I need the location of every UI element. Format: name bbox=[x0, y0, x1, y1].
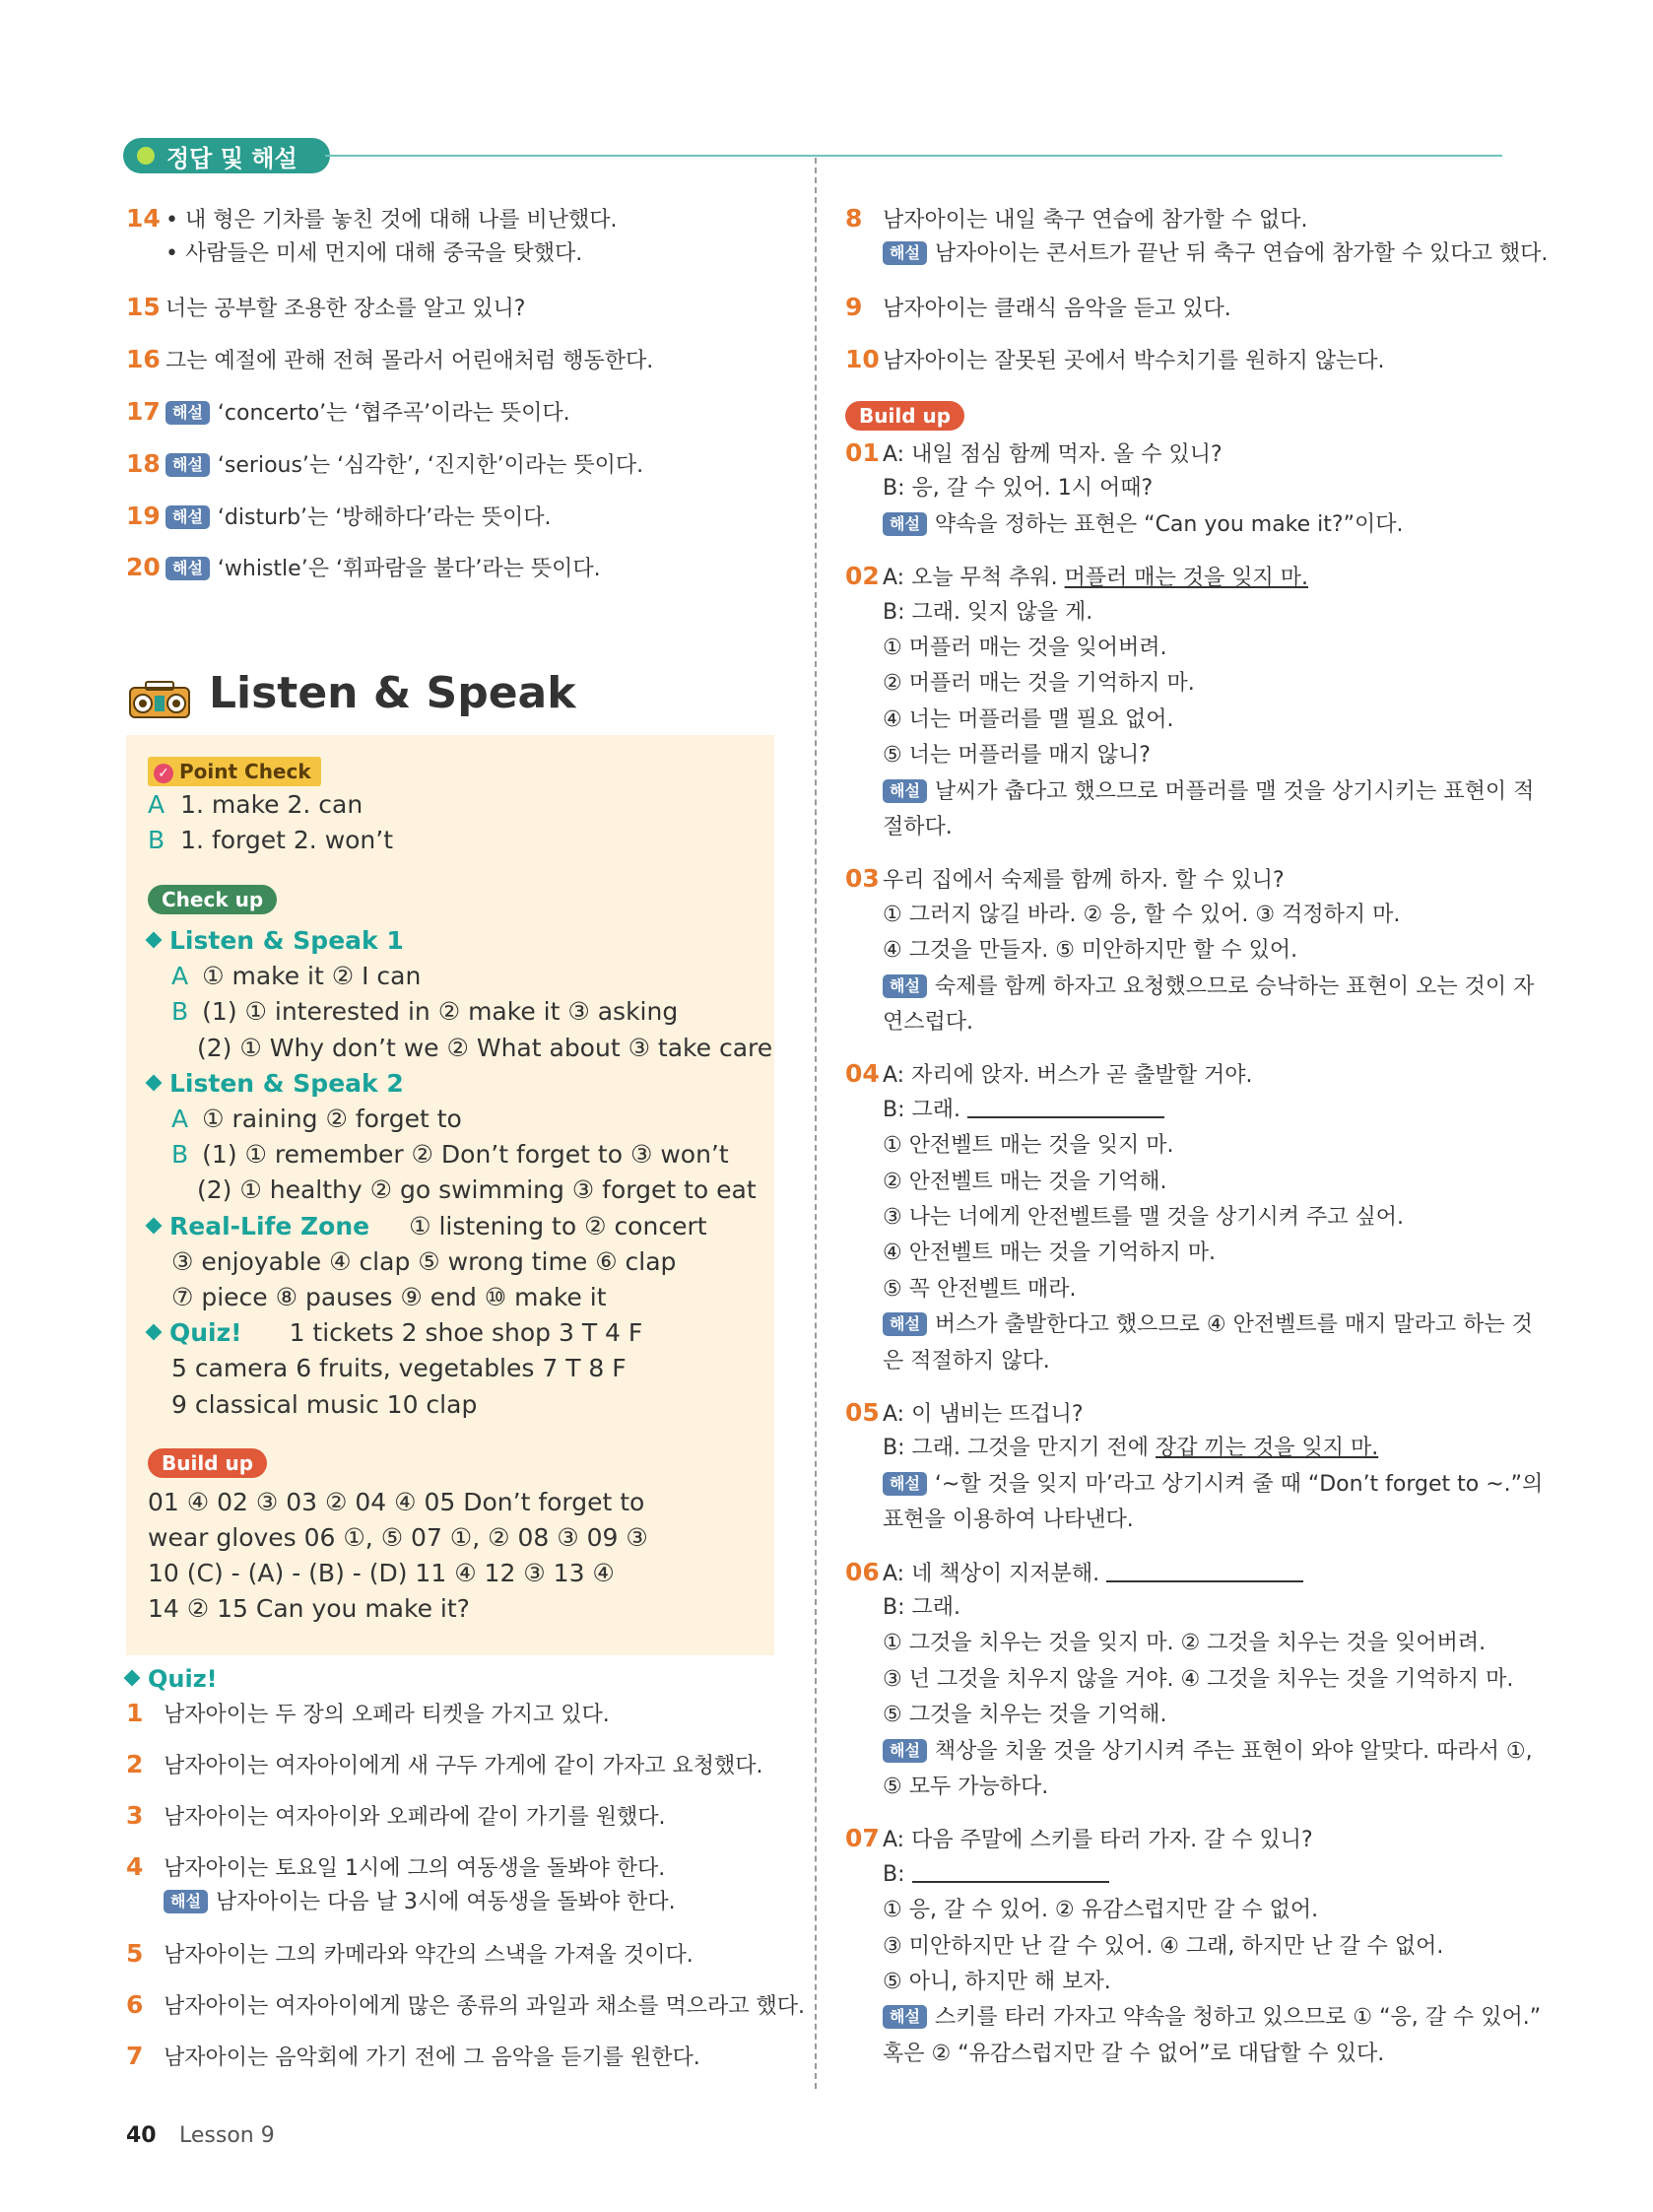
item-text: 남자아이는 여자아이에게 새 구두 가게에 같이 가자고 요청했다. bbox=[164, 1754, 763, 1778]
text-run: 혹은 ② “유감스럽지만 갈 수 없어”로 대답할 수 있다. bbox=[883, 2041, 1385, 2066]
item-text: ‘whistle’은 ‘휘파람을 불다’라는 뜻이다. bbox=[217, 557, 601, 581]
explanation-tag: 해설 bbox=[883, 1739, 927, 1763]
quiz-item bbox=[126, 1699, 610, 1730]
explanation-tag: 해설 bbox=[165, 557, 210, 580]
answer-blank bbox=[1106, 1580, 1303, 1582]
item-number: 15 bbox=[126, 293, 161, 321]
item-number: 03 bbox=[845, 864, 880, 894]
explanation-tag: 해설 bbox=[883, 2005, 927, 2029]
build-up-line bbox=[845, 562, 1308, 593]
check-up-row bbox=[148, 924, 404, 958]
quiz-item bbox=[845, 293, 1231, 324]
row-text: (1) ① interested in ② make it ③ asking bbox=[202, 997, 679, 1027]
row-text: (2) ① healthy ② go swimming ③ forget to eat bbox=[197, 1175, 757, 1205]
text-run: ② 머플러 매는 것을 기억하지 마. bbox=[883, 671, 1195, 697]
lesson-label: Lesson 9 bbox=[179, 2123, 275, 2148]
vocab-item bbox=[126, 204, 617, 235]
item-text: 남자아이는 클래식 음악을 듣고 있다. bbox=[883, 297, 1231, 321]
quiz-item bbox=[126, 1888, 676, 1917]
text-run: B: 그래. 그것을 만지기 전에 bbox=[883, 1436, 1156, 1461]
build-up-line bbox=[845, 1347, 1050, 1376]
item-number: 1 bbox=[126, 1699, 144, 1727]
answer-blank bbox=[967, 1116, 1164, 1118]
item-text: 남자아이는 잘못된 곳에서 박수치기를 원하지 않는다. bbox=[883, 349, 1385, 373]
item-number: 9 bbox=[845, 293, 863, 321]
text-run: 약속을 정하는 표현은 “Can you make it?”이다. bbox=[934, 511, 1404, 537]
item-number: 16 bbox=[126, 345, 161, 373]
vocab-item bbox=[126, 345, 653, 376]
section-heading: Real-Life Zone bbox=[169, 1211, 370, 1240]
item-text: ‘concerto’는 ‘협주곡’이라는 뜻이다. bbox=[217, 401, 570, 426]
build-up-line bbox=[845, 474, 1153, 503]
text-run: ⑤ 너는 머플러를 매지 않니? bbox=[883, 743, 1151, 769]
row-letter: A bbox=[171, 1105, 189, 1133]
build-up-line bbox=[845, 1932, 1443, 1962]
text-run: A: 내일 점심 함께 먹자. 올 수 있니? bbox=[883, 442, 1223, 467]
row-text: 1. make 2. can bbox=[180, 790, 364, 819]
text-run: 표현을 이용하여 나타낸다. bbox=[883, 1508, 1134, 1533]
section-heading: Quiz! bbox=[169, 1318, 242, 1348]
build-up-line bbox=[845, 1701, 1166, 1730]
quiz-item bbox=[845, 204, 1308, 235]
text-run: 우리 집에서 숙제를 함께 하자. 할 수 있니? bbox=[883, 868, 1285, 894]
row-letter: B bbox=[171, 1140, 189, 1170]
text-run: B: 응, 갈 수 있어. 1시 어때? bbox=[883, 476, 1154, 502]
explanation-tag: 해설 bbox=[165, 453, 210, 477]
row-letter: A bbox=[171, 962, 189, 991]
item-number: 2 bbox=[126, 1750, 144, 1778]
column-divider bbox=[815, 158, 817, 2089]
item-number: 05 bbox=[845, 1398, 880, 1427]
underlined-text: 장갑 끼는 것을 잊지 마. bbox=[1156, 1436, 1379, 1461]
item-number: 04 bbox=[845, 1059, 880, 1089]
item-number: 6 bbox=[126, 1990, 144, 2019]
build-up-line bbox=[845, 777, 1534, 807]
build-up-line bbox=[845, 598, 1092, 628]
row-letter: B bbox=[171, 997, 189, 1027]
text-run: 날씨가 춥다고 했으므로 머플러를 맬 것을 상기시키는 표현이 적 bbox=[934, 778, 1535, 804]
check-up-row bbox=[171, 1245, 676, 1279]
explanation-tag: 해설 bbox=[165, 505, 210, 529]
vocab-item bbox=[126, 502, 552, 533]
text-run: 책상을 치울 것을 상기시켜 주는 표현이 와야 알맞다. 따라서 ①, bbox=[934, 1738, 1533, 1764]
explanation-tag: 해설 bbox=[164, 1890, 208, 1913]
build-up-line bbox=[845, 741, 1151, 771]
answer-blank bbox=[912, 1881, 1109, 1883]
row-text: ⑦ piece ⑧ pauses ⑨ end ⑩ make it bbox=[171, 1283, 607, 1311]
text-run: ① 응, 갈 수 있어. ② 유감스럽지만 갈 수 없어. bbox=[883, 1898, 1319, 1923]
text-run: ③ 넌 그것을 치우지 않을 거야. ④ 그것을 치우는 것을 기억하지 마. bbox=[883, 1666, 1514, 1692]
row-text: (2) ① Why don’t we ② What about ③ take care bbox=[197, 1033, 773, 1062]
build-up-line bbox=[845, 1310, 1533, 1340]
build-up-line bbox=[845, 705, 1173, 735]
text-run: ① 그것을 치우는 것을 잊지 마. ② 그것을 치우는 것을 잊어버려. bbox=[883, 1631, 1487, 1656]
item-text: ‘serious’는 ‘심각한’, ‘진지한’이라는 뜻이다. bbox=[217, 453, 644, 478]
item-text: 남자아이는 그의 카메라와 약간의 스낵을 가져올 것이다. bbox=[164, 1943, 694, 1968]
item-text: 그는 예절에 관해 전혀 몰라서 어린애처럼 행동한다. bbox=[165, 349, 654, 373]
text-run: A: 오늘 무척 추워. bbox=[883, 566, 1065, 591]
row-text: ① raining ② forget to bbox=[202, 1105, 462, 1133]
point-check-badge bbox=[148, 757, 321, 786]
build-up-row: 10 (C) - (A) - (B) - (D) 11 ④ 12 ③ 13 ④ bbox=[148, 1559, 615, 1587]
text-run: ④ 안전벨트 매는 것을 기억하지 마. bbox=[883, 1240, 1216, 1266]
row-text: 1. forget 2. won’t bbox=[180, 826, 394, 854]
text-run: ④ 그것을 만들자. ⑤ 미안하지만 할 수 있어. bbox=[883, 938, 1298, 964]
item-text: 남자아이는 콘서트가 끝난 뒤 축구 연습에 참가할 수 있다고 했다. bbox=[934, 241, 1549, 266]
item-text: 남자아이는 여자아이와 오페라에 같이 가기를 원했다. bbox=[164, 1805, 666, 1830]
explanation-tag: 해설 bbox=[883, 1312, 927, 1336]
explanation-tag: 해설 bbox=[883, 512, 927, 536]
build-up-line bbox=[845, 1059, 1253, 1091]
item-text: 남자아이는 내일 축구 연습에 참가할 수 없다. bbox=[883, 208, 1308, 233]
item-number: 5 bbox=[126, 1939, 144, 1968]
build-up-line bbox=[845, 1203, 1404, 1233]
header-rule bbox=[325, 155, 1502, 157]
row-text: ① make it ② I can bbox=[202, 962, 422, 991]
vocab-item bbox=[126, 293, 525, 324]
text-run: A: 다음 주말에 스키를 타러 가자. 갈 수 있니? bbox=[883, 1828, 1313, 1853]
build-up-line bbox=[845, 1096, 1164, 1125]
row-text: 1 tickets 2 shoe shop 3 T 4 F bbox=[289, 1318, 643, 1348]
underlined-text: 머플러 매는 것을 잊지 마. bbox=[1064, 566, 1309, 591]
quiz-item bbox=[126, 1801, 666, 1833]
item-number: 02 bbox=[845, 562, 880, 591]
diamond-bullet-icon bbox=[124, 1670, 141, 1687]
quiz-item bbox=[126, 2042, 700, 2073]
point-check-label: Point Check bbox=[179, 760, 311, 783]
build-up-line bbox=[845, 1593, 960, 1623]
build-up-line bbox=[845, 1773, 1048, 1802]
build-up-row: wear gloves 06 ①, ⑤ 07 ①, ② 08 ③ 09 ③ bbox=[148, 1523, 648, 1552]
build-up-line bbox=[845, 1131, 1173, 1161]
diamond-bullet-icon bbox=[146, 1324, 163, 1341]
text-run: B: 그래. bbox=[883, 1595, 960, 1620]
build-up-line bbox=[845, 510, 1403, 540]
row-letter: B bbox=[148, 826, 165, 854]
item-text: 남자아이는 두 장의 오페라 티켓을 가지고 있다. bbox=[164, 1703, 610, 1727]
item-text: ‘disturb’는 ‘방해하다’라는 뜻이다. bbox=[217, 505, 552, 530]
check-up-row bbox=[171, 995, 678, 1029]
item-number: 17 bbox=[126, 397, 161, 426]
build-up-line bbox=[845, 438, 1223, 470]
explanation-tag: 해설 bbox=[883, 974, 927, 998]
row-text: ① listening to ② concert bbox=[409, 1211, 707, 1240]
build-up-line bbox=[845, 1275, 1076, 1305]
explanation-tag: 해설 bbox=[883, 779, 927, 803]
check-up-row bbox=[171, 1138, 729, 1172]
listen-speak-title: Listen & Speak bbox=[209, 668, 576, 718]
check-up-row bbox=[197, 1032, 772, 1065]
item-number: 4 bbox=[126, 1852, 144, 1881]
build-up-line bbox=[845, 1470, 1543, 1500]
build-up-line bbox=[845, 1896, 1318, 1925]
check-up-row bbox=[171, 1352, 627, 1385]
check-up-row bbox=[148, 1316, 642, 1350]
quiz-item bbox=[126, 1990, 805, 2022]
text-run: 버스가 출발한다고 했으므로 ④ 안전벨트를 매지 말라고 하는 것 bbox=[934, 1312, 1533, 1338]
item-number: 10 bbox=[845, 345, 880, 373]
text-run: 은 적절하지 않다. bbox=[883, 1348, 1050, 1374]
text-run: B: 그래. bbox=[883, 1097, 967, 1122]
item-number: 18 bbox=[126, 449, 161, 478]
item-number: 7 bbox=[126, 2042, 144, 2070]
build-up-line bbox=[845, 1398, 1084, 1430]
item-text: 남자아이는 여자아이에게 많은 종류의 과일과 채소를 먹으라고 했다. bbox=[164, 1994, 806, 2019]
row-letter: A bbox=[148, 790, 165, 819]
item-text: 남자아이는 음악회에 가기 전에 그 음악을 듣기를 원한다. bbox=[164, 2045, 700, 2070]
text-run: 절하다. bbox=[883, 815, 953, 839]
build-up-line bbox=[845, 936, 1297, 966]
text-run: ‘~할 것을 잊지 마’라고 상기시켜 줄 때 “Don’t forget to ~.”의 bbox=[934, 1471, 1544, 1497]
row-text: (1) ① remember ② Don’t forget to ③ won’t bbox=[202, 1140, 729, 1170]
text-run: ⑤ 그것을 치우는 것을 기억해. bbox=[883, 1703, 1167, 1728]
check-up-badge: Check up bbox=[148, 885, 277, 914]
text-run: ④ 너는 머플러를 맬 필요 없어. bbox=[883, 706, 1174, 732]
text-run: A: 네 책상이 지저분해. bbox=[883, 1561, 1107, 1586]
item-number: 8 bbox=[845, 204, 863, 233]
build-up-line bbox=[845, 1629, 1486, 1658]
build-up-line bbox=[845, 1824, 1313, 1855]
text-run: ① 그러지 않길 바라. ② 응, 할 수 있어. ③ 걱정하지 마. bbox=[883, 902, 1401, 927]
page-number: 40 bbox=[126, 2123, 157, 2148]
vocab-item bbox=[126, 553, 601, 584]
vocab-item bbox=[126, 239, 582, 269]
text-run: 스키를 타러 가자고 약속을 청하고 있으므로 ① “응, 갈 수 있어.” bbox=[934, 2005, 1542, 2031]
check-up-row bbox=[171, 960, 421, 993]
text-run: A: 이 냄비는 뜨겁니? bbox=[883, 1402, 1084, 1427]
check-up-row bbox=[148, 1067, 404, 1101]
item-text: 너는 공부할 조용한 장소를 알고 있니? bbox=[165, 297, 526, 321]
vocab-item bbox=[126, 449, 643, 481]
build-up-line bbox=[845, 1434, 1378, 1463]
build-up-line bbox=[845, 1008, 973, 1038]
build-up-line bbox=[845, 813, 953, 842]
build-up-badge: Build up bbox=[148, 1448, 267, 1478]
text-run: ① 머플러 매는 것을 잊어버려. bbox=[883, 636, 1167, 660]
item-text: • 내 형은 기차를 놓친 것에 대해 나를 비난했다. bbox=[165, 208, 618, 233]
explanation-tag: 해설 bbox=[883, 241, 927, 265]
quiz-item bbox=[126, 1939, 694, 1971]
build-up-line bbox=[845, 864, 1285, 896]
text-run: B: 그래. 잊지 않을 게. bbox=[883, 599, 1093, 625]
vocab-item bbox=[126, 397, 570, 429]
check-up-row bbox=[197, 1173, 757, 1207]
quiz-item bbox=[126, 1750, 763, 1781]
text-run: ⑤ 꼭 안전벨트 매라. bbox=[883, 1276, 1077, 1302]
row-text: 5 camera 6 fruits, vegetables 7 T 8 F bbox=[171, 1354, 627, 1383]
diamond-bullet-icon bbox=[146, 1074, 163, 1091]
build-up-row: 14 ② 15 Can you make it? bbox=[148, 1594, 470, 1623]
section-heading: Listen & Speak 1 bbox=[169, 926, 404, 955]
item-number: 07 bbox=[845, 1824, 880, 1853]
text-run: 연스럽다. bbox=[883, 1010, 974, 1035]
explanation-tag: 해설 bbox=[165, 401, 210, 425]
build-up-badge: Build up bbox=[845, 401, 964, 431]
build-up-line bbox=[845, 972, 1534, 1002]
explanation-tag: 해설 bbox=[883, 1472, 927, 1496]
point-check-row bbox=[148, 788, 363, 822]
build-up-line bbox=[845, 901, 1400, 930]
text-run: ② 안전벨트 매는 것을 기억해. bbox=[883, 1169, 1167, 1194]
check-icon: ✓ bbox=[154, 764, 173, 783]
build-up-line bbox=[845, 1860, 1109, 1890]
build-up-line bbox=[845, 1168, 1166, 1197]
text-run: ③ 나는 너에게 안전벨트를 맬 것을 상기시켜 주고 싶어. bbox=[883, 1205, 1404, 1230]
header-dot-icon bbox=[137, 147, 155, 165]
quiz-item bbox=[845, 239, 1548, 269]
check-up-row bbox=[171, 1388, 477, 1422]
quiz-item bbox=[126, 1852, 665, 1884]
point-check-row bbox=[148, 824, 393, 857]
text-run: A: 자리에 앉자. 버스가 곧 출발할 거야. bbox=[883, 1063, 1253, 1089]
item-number: 14 bbox=[126, 204, 161, 233]
section-heading: Listen & Speak 2 bbox=[169, 1068, 404, 1098]
item-text: • 사람들은 미세 먼지에 대해 중국을 탓했다. bbox=[165, 241, 583, 266]
build-up-line bbox=[845, 2040, 1384, 2069]
quiz-item bbox=[845, 345, 1385, 376]
item-number: 06 bbox=[845, 1557, 880, 1586]
item-number: 19 bbox=[126, 502, 161, 530]
answer-header-badge bbox=[123, 138, 330, 173]
check-up-row bbox=[171, 1281, 607, 1314]
item-text: 남자아이는 다음 날 3시에 여동생을 돌봐야 한다. bbox=[215, 1890, 676, 1914]
text-run: B: bbox=[883, 1861, 912, 1887]
build-up-line bbox=[845, 1506, 1134, 1535]
quiz-heading: Quiz! bbox=[126, 1665, 218, 1693]
build-up-line bbox=[845, 1737, 1533, 1767]
item-number: 01 bbox=[845, 438, 880, 467]
header-title: 정답 및 해설 bbox=[166, 144, 298, 172]
diamond-bullet-icon bbox=[146, 932, 163, 949]
item-number: 3 bbox=[126, 1801, 144, 1830]
text-run: ③ 미안하지만 난 갈 수 있어. ④ 그래, 하지만 난 갈 수 없어. bbox=[883, 1933, 1444, 1959]
build-up-line bbox=[845, 1558, 1303, 1589]
text-run: ① 안전벨트 매는 것을 잊지 마. bbox=[883, 1133, 1174, 1159]
build-up-line bbox=[845, 669, 1195, 699]
boombox-icon bbox=[128, 680, 191, 719]
build-up-line bbox=[845, 1665, 1513, 1695]
text-run: ⑤ 모두 가능하다. bbox=[883, 1775, 1049, 1799]
text-run: ⑤ 아니, 하지만 해 보자. bbox=[883, 1970, 1111, 1994]
check-up-row bbox=[171, 1103, 462, 1136]
check-up-row bbox=[148, 1210, 707, 1243]
item-number: 20 bbox=[126, 553, 161, 581]
build-up-line bbox=[845, 1968, 1111, 1997]
item-text: 남자아이는 토요일 1시에 그의 여동생을 돌봐야 한다. bbox=[164, 1856, 666, 1881]
row-text: 9 classical music 10 clap bbox=[171, 1389, 478, 1419]
row-text: ③ enjoyable ④ clap ⑤ wrong time ⑥ clap bbox=[171, 1246, 677, 1276]
build-up-line bbox=[845, 2003, 1541, 2033]
build-up-line bbox=[845, 634, 1166, 663]
diamond-bullet-icon bbox=[146, 1217, 163, 1234]
build-up-row: 01 ④ 02 ③ 03 ② 04 ④ 05 Don’t forget to bbox=[148, 1488, 645, 1516]
build-up-line bbox=[845, 1239, 1216, 1268]
text-run: 숙제를 함께 하자고 요청했으므로 승낙하는 표현이 오는 것이 자 bbox=[934, 973, 1535, 999]
